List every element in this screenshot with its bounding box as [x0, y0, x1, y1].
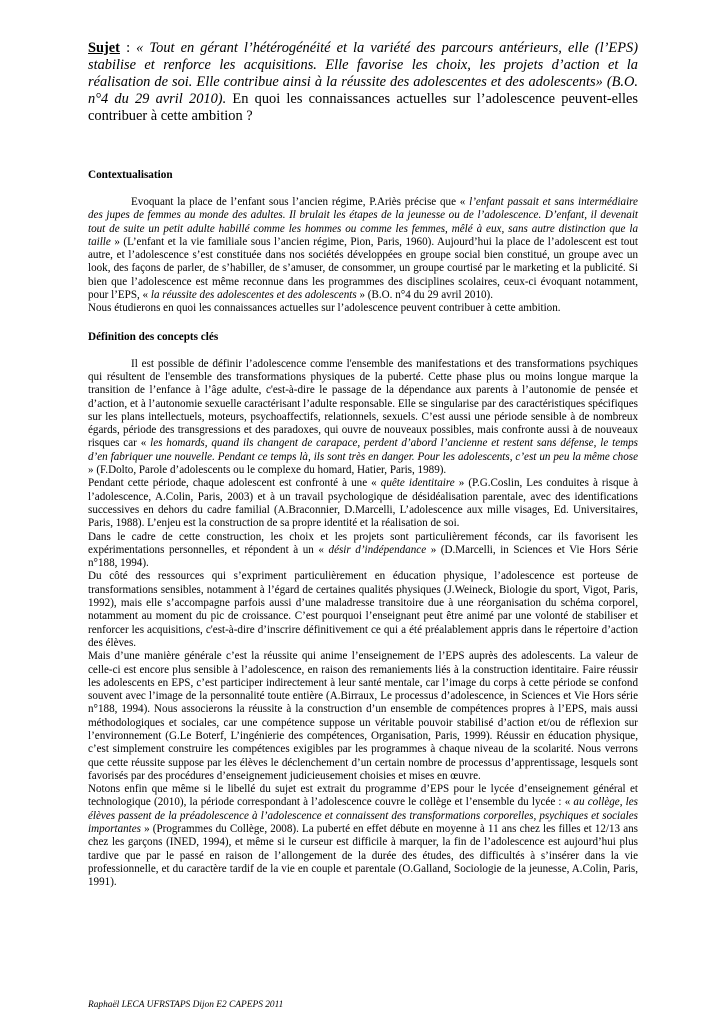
text-run: » (Programmes du Collège, 2008). La puberté en effet débute en moyenne à 11 ans chez les filles et 12/13 ans chez les garçons (INED, 1994), et même si le curseur est difficile à marquer, la fin de l’adolescence est aujourd’hui plus tardive que par le passé en raison de l’allongement de la durée des études, des difficultés à s’insérer dans la vie professionnelle, et du caractère tardif de la vie en couple et parentale (O.Galland, Sociologie de la jeunesse, A.Colin, Paris, 1991).: [88, 823, 638, 889]
paragraph: Du côté des ressources qui s’expriment particulièrement en éducation physique, l’adolescence est porteuse de transformations sensibles, notamment à l’égard de certaines qualités physiques (J.Weineck, Biologie du sport, Vigot, Paris, 1992), mais elle s’accompagne parfois aussi d’une maladresse transitoire due à une réorganisation du schéma corporel, notamment au moment du pic de croissance. C’est pourquoi l’enseignant peut être animé par une volonté de stabiliser et renforcer les acquisitions, c'est-à-dire d’inscrire définitivement ce qui a été préalablement appris dans le répertoire d’action des élèves.: [88, 570, 638, 649]
quote-run: au collège, les élèves passent de la préadolescence à l’adolescence et connaissent des transformations corporelles, psychiques et sociales importantes: [88, 796, 638, 836]
text-run: » (B.O. n°4 du 29 avril 2010).: [356, 289, 494, 302]
text-run: Dans le cadre de cette construction, les choix et les projets sont particulièrement féconds, car ils favorisent les expérimentations personnelles, et répondent à un «: [88, 530, 638, 556]
paragraph: [88, 196, 638, 302]
quote-run: la réussite des adolescentes et des adolescents: [150, 289, 357, 302]
quote-run: quête identitaire: [380, 477, 455, 490]
text-run: » (D.Marcelli, in Sciences et Vie Hors Série n°188, 1994).: [88, 543, 638, 570]
subject-label: Sujet: [88, 40, 120, 56]
page-footer: Raphaël LECA UFRSTAPS Dijon E2 CAPEPS 2011: [88, 1000, 284, 1010]
subject-quote: « Tout en gérant l’hétérogénéité et la variété des parcours antérieurs, elle (l’EPS) stabilise et renforce les acquisitions. Elle favorise les choix, les projets d’action et la réalisation de soi. Elle contribue ainsi à la réussite des adolescentes et des adolescents» (B.O. n°4 du 29 avril 2010).: [88, 40, 638, 107]
quote-run: l’enfant passait et sans intermédiaire des jupes de femmes au monde des adultes. Il brulait les étapes de la jeunesse ou de l’adolescence. D’enfant, il devenait tout de suite un petit adulte habillé comme les hommes ou comme les femmes, mêlé à eux, sans autre distinction que la taille: [88, 196, 638, 248]
paragraph: Mais d’une manière générale c’est la réussite qui anime l’enseignement de l’EPS auprès des adolescents. La valeur de celle-ci est encore plus sensible à l’adolescence, en raison des remaniements liés à la construction identitaire. Faire réussir les adolescents en EPS, c’est participer indirectement à leur santé mentale, car l’image du corps à cette période se confond souvent avec l’image de la personnalité toute entière (A.Birraux, Le processus d’adolescence, in Sciences et Vie Hors série n°188, 1994). Nous associerons la réussite à la construction d’un ensemble de compétences propres à l’EPS, mais aussi méthodologiques et sociales, car une compétence suppose un véritable pouvoir stabilisé d’action et/ou de réflexion sur l’environnement (G.Le Boterf, L’ingénierie des compétences, Organisation, Paris, 1999). Réussir en éducation physique, c’est simplement construire les compétences exigibles par les programmes à chaque niveau de la scolarité. Nous verrons que cette réussite suppose par les élèves le déclenchement d’un certain nombre de processus d’apprentissage, lesquels sont favorisés par des procédures d’enseignement judicieusement choisies et mises en œuvre.: [88, 650, 638, 782]
paragraph: [88, 783, 638, 889]
quote-run: désir d’indépendance: [328, 543, 427, 556]
section-title-definitions: Définition des concepts clés: [88, 330, 219, 343]
subject-question: En quoi les connaissances actuelles sur l’adolescence peuvent-elles contribuer à cette ambition ?: [88, 91, 639, 124]
text-run: » (L’enfant et la vie familiale sous l’ancien régime, Pion, Paris, 1960). Aujourd’hui la place de l’adolescent est tout autre, et l’adolescence s’est constituée dans nos sociétés développées en groupe social bien constitué, un groupe avec un look, des façons de parler, de s’habiller, de s’amuser, de consommer, un groupe courtisé par le marketing et la publicité. Si bien que l’adolescence est même reconnue dans les programmes des disciplines scolaires, ceux-ci évoquant notamment, pour l’EPS, «: [88, 235, 638, 302]
text-run: Il est possible de définir l’adolescence comme l'ensemble des manifestations et des transformations psychiques qui résultent de l'ensemble des transformations physiques de la puberté. Cette phase plus ou moins longue marque la transition de l’enfance à l’âge adulte, c'est-à-dire le passage de la dépendance aux parents à l’autonomie de pensée et d’action, et à l’autonomie sexuelle caractérisant l’adulte responsable. Elle se singularise par des caractéristiques spécifiques sur les plans intellectuels, moteurs, psychoaffectifs, relationnels, sexuels. C’est aussi une période sensible à de nombreux égards, période des transgressions et des paradoxes, qui ouvre de nouveaux possibles, mais confronte aussi à de nouveaux risques car «: [88, 357, 638, 450]
section-contextualisation: [88, 169, 638, 316]
paragraph: [88, 531, 638, 571]
text-run: Notons enfin que même si le libellé du sujet est extrait du programme d’EPS pour le lycée d’enseignement général et technologique (2010), la période correspondant à l’adolescence couvre le collège et l’ensemble du lycée : «: [88, 783, 638, 809]
section-title-contextualisation: Contextualisation: [88, 169, 173, 181]
text-run: Evoquant la place de l’enfant sous l’ancien régime, P.Ariès précise que «: [131, 196, 466, 208]
text-run: Pendant cette période, chaque adolescent est confronté à une «: [88, 477, 381, 490]
paragraph: Nous étudierons en quoi les connaissances actuelles sur l’adolescence peuvent contribuer à cette ambition.: [88, 302, 561, 315]
text-run: » (P.G.Coslin, Les conduites à risque à l’adolescence, A.Colin, Paris, 2003) et à un travail psychologique de désidéalisation parentale, avec des identifications successives en dehors du cadre familial (A.Braconnier, D.Marcelli, L’adolescence aux mille visages, Ed. Universitaires, Paris, 1988). L’enjeu est la construction de sa propre identité et la réalisation de soi.: [88, 477, 639, 530]
subject-statement: [88, 40, 638, 125]
quote-run: les homards, quand ils changent de carapace, perdent d’abord l’ancienne et restent sans défense, le temps d’en fabriquer une nouvelle. Pendant ce temps là, ils sont très en danger. Pour les adolescents, c’est un peu la même chose: [88, 437, 638, 463]
document-page: [88, 40, 638, 905]
paragraph: [88, 477, 638, 530]
subject-separator: :: [119, 40, 137, 56]
section-definitions: [88, 331, 638, 890]
text-run: » (F.Dolto, Parole d’adolescents ou le complexe du homard, Hatier, Paris, 1989).: [88, 464, 447, 477]
paragraph: [88, 358, 638, 478]
